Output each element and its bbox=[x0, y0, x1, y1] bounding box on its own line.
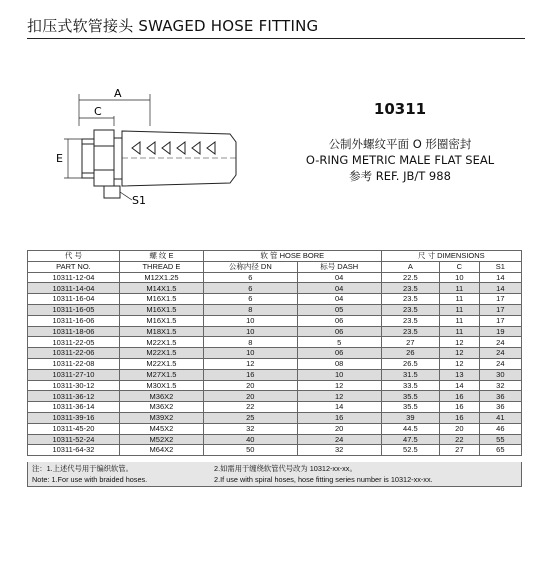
product-desc-en: O-RING METRIC MALE FLAT SEAL bbox=[305, 153, 495, 167]
note-en-1: Note: 1.For use with braided hoses. bbox=[32, 475, 148, 484]
table-cell: 06 bbox=[297, 348, 381, 359]
table-cell: 10311-64-32 bbox=[28, 445, 120, 456]
table-cell: 24 bbox=[297, 434, 381, 445]
table-cell: 65 bbox=[479, 445, 521, 456]
table-cell: 14 bbox=[297, 402, 381, 413]
table-cell: 06 bbox=[297, 315, 381, 326]
table-cell: 10311-22-05 bbox=[28, 337, 120, 348]
table-cell: 10 bbox=[440, 272, 480, 283]
table-cell: M22X1.5 bbox=[119, 337, 203, 348]
table-cell: 30 bbox=[479, 369, 521, 380]
table-cell: M39X2 bbox=[119, 412, 203, 423]
table-cell: 16 bbox=[440, 402, 480, 413]
table-cell: 27 bbox=[381, 337, 439, 348]
table-row bbox=[28, 283, 522, 294]
table-cell: 35.5 bbox=[381, 402, 439, 413]
table-cell: 11 bbox=[440, 294, 480, 305]
page-title: 扣压式软管接头 SWAGED HOSE FITTING bbox=[27, 17, 319, 35]
table-cell: 16 bbox=[440, 412, 480, 423]
table-cell: 12 bbox=[440, 337, 480, 348]
table-cell: 6 bbox=[203, 272, 297, 283]
table-cell: 46 bbox=[479, 423, 521, 434]
note-en-2: 2.If use with spiral hoses, hose fitting series number is 10312-xx-xx. bbox=[214, 475, 433, 484]
table-cell: 10311-36-14 bbox=[28, 402, 120, 413]
table-cell: 10 bbox=[203, 315, 297, 326]
table-cell: 23.5 bbox=[381, 315, 439, 326]
table-cell: 39 bbox=[381, 412, 439, 423]
note-line-en bbox=[32, 474, 517, 485]
table-cell: 20 bbox=[203, 380, 297, 391]
table-cell: 05 bbox=[297, 304, 381, 315]
header-c: C bbox=[440, 261, 480, 272]
table-cell: 10311-18-06 bbox=[28, 326, 120, 337]
table-cell: 20 bbox=[297, 423, 381, 434]
dim-c-label: C bbox=[94, 105, 102, 118]
table-cell: 40 bbox=[203, 434, 297, 445]
table-cell: 10311-27-10 bbox=[28, 369, 120, 380]
product-info bbox=[290, 100, 510, 184]
table-cell: 23.5 bbox=[381, 283, 439, 294]
table-cell: 41 bbox=[479, 412, 521, 423]
table-cell: 20 bbox=[203, 391, 297, 402]
table-cell: 10 bbox=[297, 369, 381, 380]
dim-s1-label: S1 bbox=[132, 194, 146, 206]
table-row bbox=[28, 402, 522, 413]
fitting-drawing bbox=[52, 86, 252, 206]
table-cell: 11 bbox=[440, 326, 480, 337]
table-cell: 10 bbox=[203, 326, 297, 337]
table-cell: 27 bbox=[440, 445, 480, 456]
table-cell: 12 bbox=[203, 358, 297, 369]
table-cell: M45X2 bbox=[119, 423, 203, 434]
table-cell: 04 bbox=[297, 283, 381, 294]
table-cell: 20 bbox=[440, 423, 480, 434]
table-cell: 6 bbox=[203, 283, 297, 294]
header-dimensions: 尺 寸 DIMENSIONS bbox=[381, 251, 521, 262]
table-cell: 10311-16-05 bbox=[28, 304, 120, 315]
table-cell: 04 bbox=[297, 294, 381, 305]
table-cell: 12 bbox=[440, 348, 480, 359]
table-cell: 33.5 bbox=[381, 380, 439, 391]
title-rule bbox=[27, 38, 525, 39]
table-row bbox=[28, 412, 522, 423]
table-cell: 17 bbox=[479, 294, 521, 305]
table-row bbox=[28, 380, 522, 391]
table-row bbox=[28, 304, 522, 315]
table-cell: 10 bbox=[203, 348, 297, 359]
table-cell: 24 bbox=[479, 358, 521, 369]
table-cell: 14 bbox=[440, 380, 480, 391]
table-cell: 23.5 bbox=[381, 326, 439, 337]
spec-table bbox=[27, 250, 522, 456]
table-cell: 10311-52-24 bbox=[28, 434, 120, 445]
table-cell: 10311-12-04 bbox=[28, 272, 120, 283]
table-cell: 36 bbox=[479, 391, 521, 402]
table-row bbox=[28, 369, 522, 380]
table-row bbox=[28, 423, 522, 434]
table-cell: 36 bbox=[479, 402, 521, 413]
table-cell: M27X1.5 bbox=[119, 369, 203, 380]
header-s1: S1 bbox=[479, 261, 521, 272]
dim-e-label: E bbox=[56, 152, 63, 165]
table-cell: M52X2 bbox=[119, 434, 203, 445]
table-cell: 10311-36-12 bbox=[28, 391, 120, 402]
table-row bbox=[28, 358, 522, 369]
table-cell: 08 bbox=[297, 358, 381, 369]
spec-table-body bbox=[28, 272, 522, 456]
table-cell: 8 bbox=[203, 304, 297, 315]
table-cell: 50 bbox=[203, 445, 297, 456]
table-cell: 10311-45-20 bbox=[28, 423, 120, 434]
table-cell: M12X1.25 bbox=[119, 272, 203, 283]
table-cell: 44.5 bbox=[381, 423, 439, 434]
table-cell: 24 bbox=[479, 348, 521, 359]
table-cell: 11 bbox=[440, 283, 480, 294]
table-cell: 55 bbox=[479, 434, 521, 445]
table-cell: 6 bbox=[203, 294, 297, 305]
table-cell: 52.5 bbox=[381, 445, 439, 456]
table-row bbox=[28, 272, 522, 283]
table-cell: 14 bbox=[479, 272, 521, 283]
table-cell: 16 bbox=[440, 391, 480, 402]
table-cell: 10311-14-04 bbox=[28, 283, 120, 294]
table-cell: 12 bbox=[440, 358, 480, 369]
note-line-cn bbox=[32, 463, 517, 474]
table-cell: 23.5 bbox=[381, 294, 439, 305]
header-part-no: PART NO. bbox=[28, 261, 120, 272]
note-cn-2: 2.如需用于缠绕软管代号改为 10312-xx-xx。 bbox=[214, 464, 357, 473]
table-cell: 10311-16-04 bbox=[28, 294, 120, 305]
table-cell: 06 bbox=[297, 326, 381, 337]
product-reference: 参考 REF. JB/T 988 bbox=[349, 169, 451, 183]
table-row bbox=[28, 391, 522, 402]
table-cell: M36X2 bbox=[119, 402, 203, 413]
table-cell: 35.5 bbox=[381, 391, 439, 402]
header-dn: 公称内径 DN bbox=[203, 261, 297, 272]
table-cell: M16X1.5 bbox=[119, 315, 203, 326]
table-row bbox=[28, 315, 522, 326]
table-cell: 16 bbox=[203, 369, 297, 380]
table-cell: M14X1.5 bbox=[119, 283, 203, 294]
table-cell: 12 bbox=[297, 380, 381, 391]
table-cell: 17 bbox=[479, 304, 521, 315]
note-cn-1: 注：1.上述代号用于编织软管。 bbox=[32, 464, 133, 473]
table-row bbox=[28, 294, 522, 305]
table-cell: 32 bbox=[479, 380, 521, 391]
table-cell: 26.5 bbox=[381, 358, 439, 369]
notes bbox=[27, 462, 522, 487]
table-cell: 17 bbox=[479, 315, 521, 326]
table-cell: M18X1.5 bbox=[119, 326, 203, 337]
table-cell: 10311-30-12 bbox=[28, 380, 120, 391]
table-cell: 10311-22-08 bbox=[28, 358, 120, 369]
table-cell: 23.5 bbox=[381, 304, 439, 315]
table-cell: M22X1.5 bbox=[119, 348, 203, 359]
table-cell: M30X1.5 bbox=[119, 380, 203, 391]
header-thread-cn: 螺 纹 E bbox=[119, 251, 203, 262]
table-cell: 11 bbox=[440, 315, 480, 326]
product-code: 10311 bbox=[373, 100, 427, 118]
table-cell: 47.5 bbox=[381, 434, 439, 445]
dim-a-label: A bbox=[114, 87, 122, 100]
table-cell: 11 bbox=[440, 304, 480, 315]
table-cell: 5 bbox=[297, 337, 381, 348]
table-cell: M36X2 bbox=[119, 391, 203, 402]
table-cell: 32 bbox=[203, 423, 297, 434]
table-cell: M16X1.5 bbox=[119, 294, 203, 305]
table-cell: 24 bbox=[479, 337, 521, 348]
table-cell: M16X1.5 bbox=[119, 304, 203, 315]
table-cell: 31.5 bbox=[381, 369, 439, 380]
table-cell: M64X2 bbox=[119, 445, 203, 456]
table-row bbox=[28, 434, 522, 445]
table-cell: 16 bbox=[297, 412, 381, 423]
table-cell: 14 bbox=[479, 283, 521, 294]
table-cell: 12 bbox=[297, 391, 381, 402]
product-desc-cn: 公制外螺纹平面 O 形圈密封 bbox=[328, 137, 472, 151]
header-hose-bore: 软 管 HOSE BORE bbox=[203, 251, 381, 262]
table-cell: 22.5 bbox=[381, 272, 439, 283]
table-cell: 22 bbox=[203, 402, 297, 413]
table-cell: 8 bbox=[203, 337, 297, 348]
table-cell: 10311-22-06 bbox=[28, 348, 120, 359]
table-cell: 25 bbox=[203, 412, 297, 423]
table-row bbox=[28, 326, 522, 337]
table-cell: 10311-39-16 bbox=[28, 412, 120, 423]
table-cell: 22 bbox=[440, 434, 480, 445]
table-cell: 32 bbox=[297, 445, 381, 456]
header-thread: THREAD E bbox=[119, 261, 203, 272]
table-cell: 26 bbox=[381, 348, 439, 359]
table-cell: 10311-16-06 bbox=[28, 315, 120, 326]
header-a: A bbox=[381, 261, 439, 272]
table-cell: 19 bbox=[479, 326, 521, 337]
table-cell: M22X1.5 bbox=[119, 358, 203, 369]
table-row bbox=[28, 348, 522, 359]
table-cell: 04 bbox=[297, 272, 381, 283]
header-part-cn: 代 号 bbox=[28, 251, 120, 262]
table-row bbox=[28, 337, 522, 348]
table-cell: 13 bbox=[440, 369, 480, 380]
table-row bbox=[28, 445, 522, 456]
header-dash: 标号 DASH bbox=[297, 261, 381, 272]
